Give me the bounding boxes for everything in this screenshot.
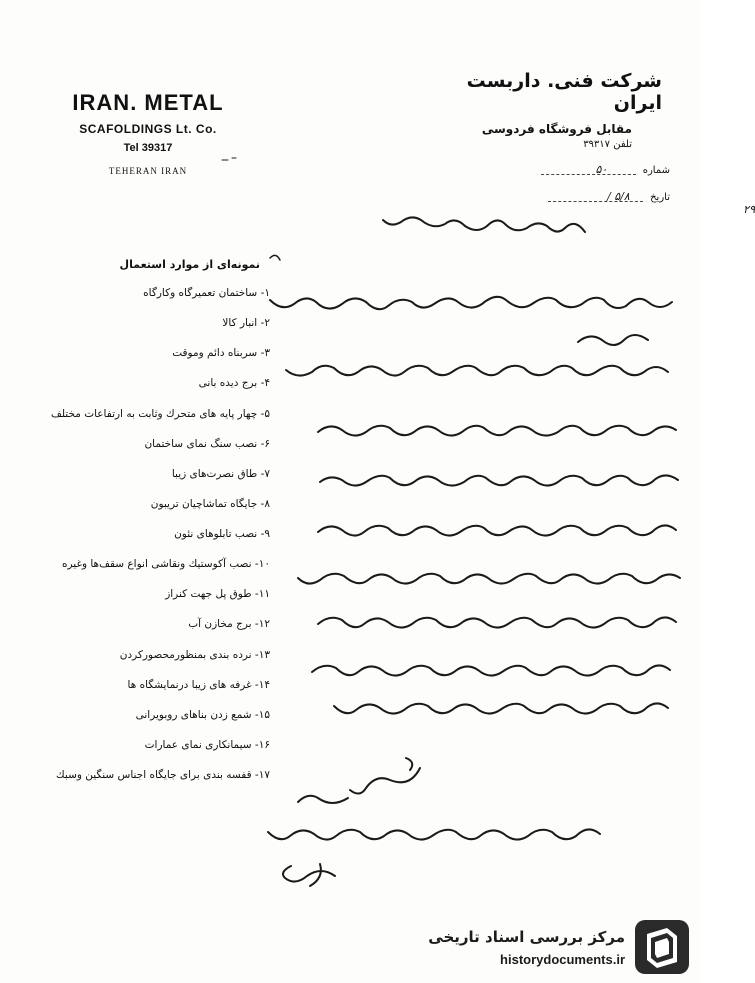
ink-mark	[270, 255, 280, 260]
company-address-fa: مقابل فروشگاه فردوسی	[481, 122, 632, 136]
watermark-title: مرکز بررسی اسناد تاریخی	[428, 928, 625, 946]
letter-number-label: شماره	[642, 165, 670, 176]
handwriting-line	[334, 703, 668, 713]
company-city-en: TEHERAN IRAN	[108, 166, 188, 176]
archive-logo-icon	[633, 918, 691, 976]
handwriting-line	[318, 525, 676, 535]
handwriting-line	[318, 617, 676, 627]
list-item: ۱۱- طوق پل جهت کنراز	[165, 588, 270, 601]
ink-mark	[222, 158, 236, 160]
watermark	[415, 918, 695, 976]
handwriting-line	[298, 796, 348, 803]
handwriting-line	[318, 426, 676, 436]
handwriting-line	[270, 297, 672, 309]
list-item: ۱۵- شمع زدن بناهای روبویرانی	[135, 708, 270, 721]
letter-number-value: ۵۰	[595, 163, 608, 176]
handwriting-line	[383, 217, 585, 232]
list-item: ۸- جایگاه تماشاچیان تریبون	[150, 497, 270, 510]
handwriting-line	[320, 475, 678, 485]
watermark-site: historydocuments.ir	[500, 952, 625, 967]
applications-title: نمونه‌ای از موارد استعمال	[119, 258, 260, 271]
company-tel-en: Tel 39317	[123, 142, 173, 154]
company-name-en: IRAN. METAL	[72, 90, 224, 115]
company-name-fa: شرکت فنی. داربست ایران	[466, 70, 662, 114]
letter-date-value: ۵/۸ / ۲۹	[606, 190, 755, 216]
handwriting-line	[312, 665, 670, 675]
list-item: ۹- نصب تابلوهای نئون	[174, 528, 270, 540]
handwriting-line	[268, 829, 600, 839]
handwriting-line	[578, 335, 648, 345]
signature	[350, 758, 420, 794]
list-item: ۲- انبار کالا	[222, 317, 270, 330]
signature	[283, 864, 335, 886]
list-item: ۷- طاق نصرت‌های زیبا	[171, 467, 270, 480]
list-item: ۱۴- غرفه های زیبا درنمایشگاه ها	[127, 678, 270, 691]
list-item: ۱۷- قفسه بندی برای جایگاه اجناس سنگین وسبك	[56, 769, 270, 781]
list-item: ۱۲- برج مخازن آب	[188, 618, 270, 631]
company-subtitle-en: SCAFOLDINGS Lt. Co.	[79, 122, 217, 136]
list-item: ۱۰- نصب آکوستیك ونقاشی انواع سقف‌ها وغیره	[62, 558, 270, 571]
letter-date-label: تاریخ	[650, 192, 670, 203]
list-item: ۱۳- نرده بندی بمنظورمحصورکردن	[119, 648, 270, 661]
list-item: ۶- نصب سنگ نمای ساختمان	[144, 437, 270, 450]
list-item: ۴- برج دیده بانی	[198, 377, 270, 390]
list-item: ۱۶- سیمانکاری نمای عمارات	[144, 738, 270, 751]
company-tel-fa: تلفن ۳۹۳۱۷	[583, 139, 632, 150]
handwriting-line	[298, 574, 680, 584]
handwriting-line	[286, 366, 668, 376]
list-item: ۵- چهار پایه های متحرك وثابت به ارتفاعات مختلف	[50, 407, 270, 420]
list-item: ۳- سربناه دائم وموقت	[172, 347, 270, 360]
list-item: ۱- ساختمان تعمیرگاه وکارگاه	[143, 287, 270, 299]
